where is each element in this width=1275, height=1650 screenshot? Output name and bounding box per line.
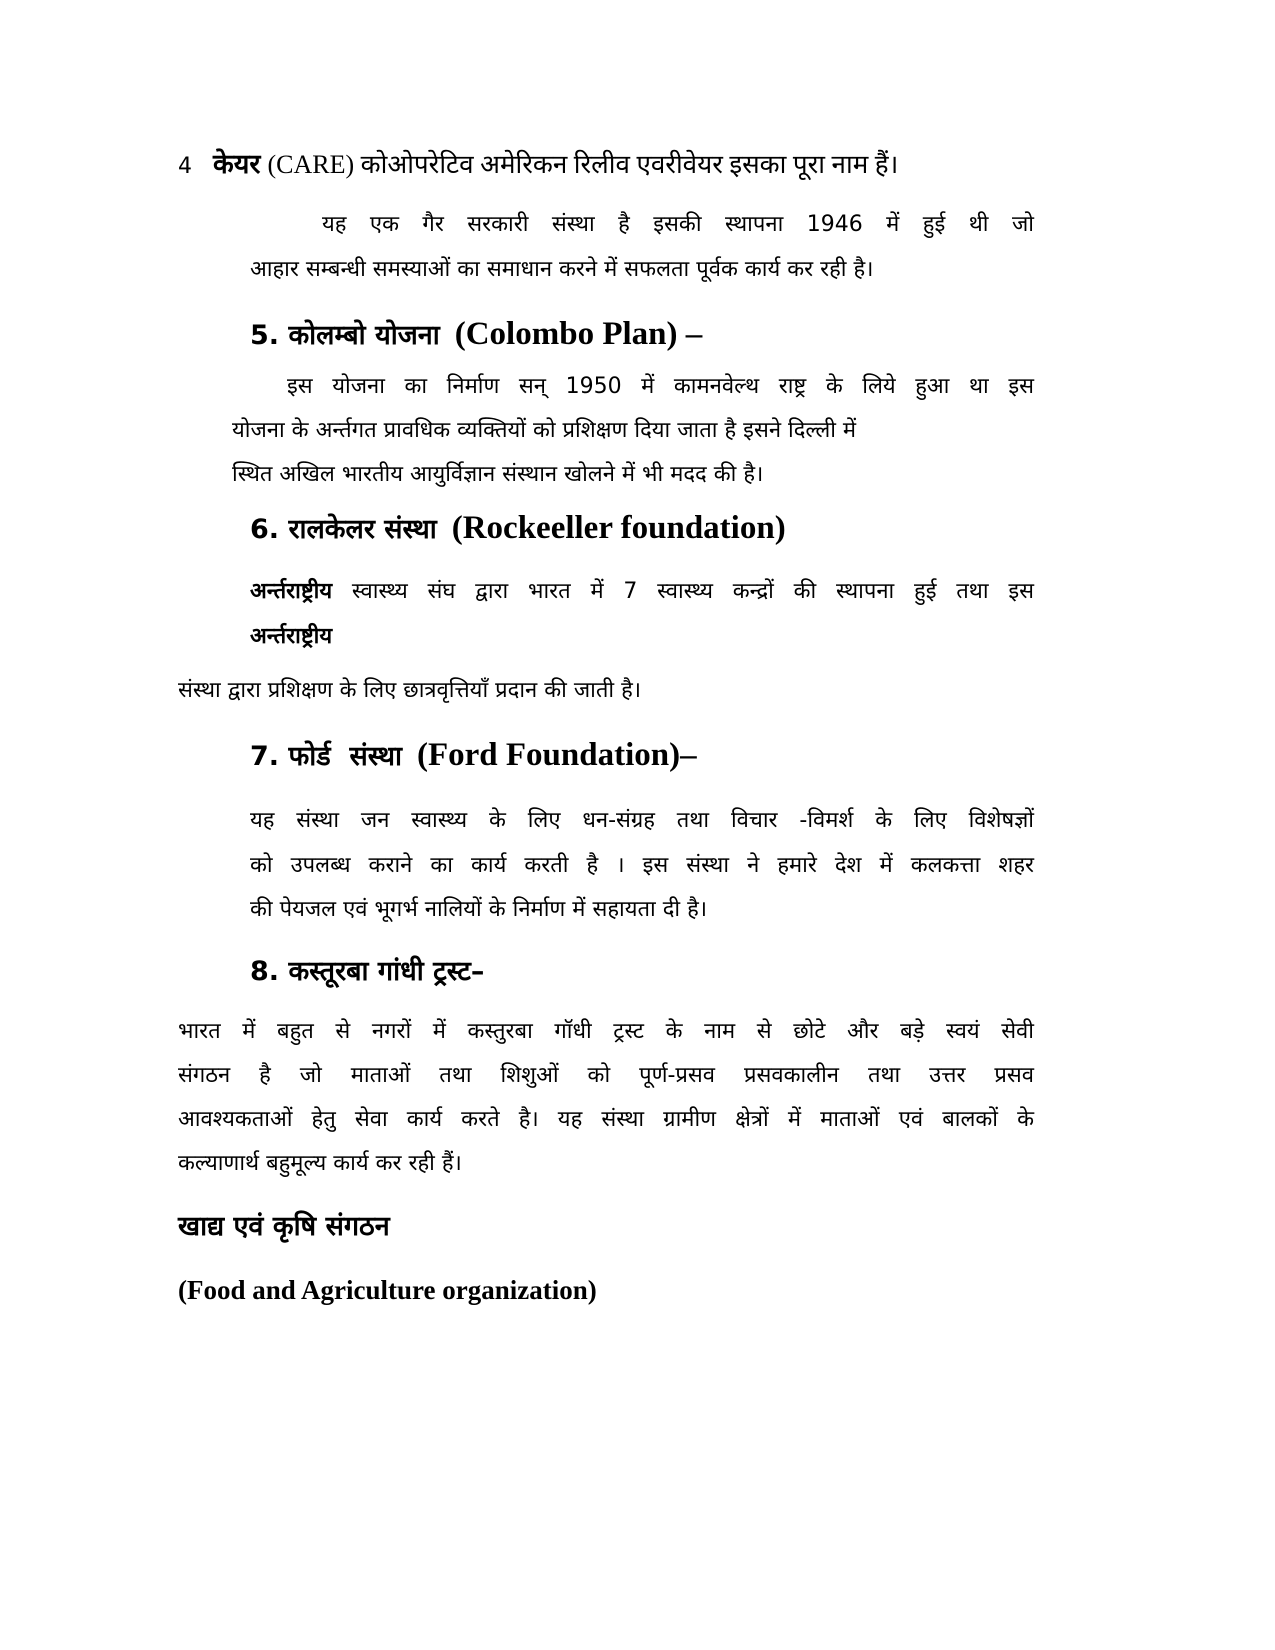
section-4-heading (178, 150, 898, 182)
section-7-para-line-2: को उपलब्ध कराने का कार्य करती है । इस संस्था ने हमारे देश में कलकत्ता शहर (250, 853, 1034, 878)
section-5-heading-english: (Colombo Plan) – (454, 316, 703, 352)
section-4-number: 4 (178, 154, 192, 179)
section-5-para-line-3: स्थित अखिल भारतीय आयुर्विज्ञान संस्थान खोलने में भी मदद की है। (232, 462, 764, 487)
section-6-para-line-1 (250, 577, 1034, 607)
section-8-para-line-4: कल्याणार्थ बहुमूल्य कार्य कर रही हैं। (178, 1151, 462, 1176)
section-7-heading-hindi: 7. फोर्ड संस्था (250, 741, 402, 772)
section-6-bold-word-2: अर्न्तराष्ट्रीय (250, 624, 333, 649)
section-6-heading-english: (Rockeeller foundation) (451, 510, 786, 546)
section-7-para-line-1: यह संस्था जन स्वास्थ्य के लिए धन-संग्रह तथा विचार -विमर्श के लिए विशेषज्ञों (250, 808, 1034, 833)
section-4-title-hindi: केयर (213, 149, 261, 180)
section-8-para-line-1: भारत में बहुत से नगरों में कस्तुरबा गॉधी ट्रस्ट के नाम से छोटे और बड़े स्वयं सेवी (178, 1019, 1034, 1044)
section-5-para-line-1: इस योजना का निर्माण सन् 1950 में कामनवेल्थ राष्ट्र के लिये हुआ था इस (287, 374, 1034, 399)
section-6-para-line-1-text: स्वास्थ्य संघ द्वारा भारत में 7 स्वास्थ्य कन्द्रों की स्थापना हुई तथा इस (351, 579, 1035, 604)
section-6-para-line-3: संस्था द्वारा प्रशिक्षण के लिए छात्रवृत्तियाँ प्रदान की जाती है। (178, 678, 642, 703)
section-5-heading (250, 314, 702, 358)
section-7-heading (250, 735, 697, 779)
section-8-para-line-2: संगठन है जो माताओं तथा शिशुओं को पूर्ण-प्रसव प्रसवकालीन तथा उत्तर प्रसव (178, 1063, 1034, 1088)
fao-heading-english: (Food and Agriculture organization) (178, 1275, 597, 1305)
section-8-heading-hindi: 8. कस्तूरबा गांधी ट्रस्ट– (250, 956, 485, 987)
section-4-para-line-2: आहार सम्बन्धी समस्याओं का समाधान करने में सफलता पूर्वक कार्य कर रही है। (250, 257, 874, 282)
fao-heading-hindi: खाद्य एवं कृषि संगठन (178, 1211, 390, 1242)
section-7-heading-english: (Ford Foundation)– (416, 737, 697, 773)
section-6-heading (250, 508, 786, 552)
section-8-heading (250, 952, 484, 994)
section-8-para-line-3: आवश्यकताओं हेतु सेवा कार्य करते है। यह संस्था ग्रामीण क्षेत्रों में माताओं एवं बालकों के (178, 1107, 1034, 1132)
section-6-bold-word-1: अर्न्तराष्ट्रीय (250, 579, 333, 604)
section-4-para-line-1: यह एक गैर सरकारी संस्था है इसकी स्थापना 1946 में हुई थी जो (322, 212, 1034, 237)
section-4-title-rest: (CARE) कोओपरेटिव अमेरिकन रिलीव एवरीवेयर इसका पूरा नाम हैं। (267, 150, 899, 179)
section-5-para-line-2: योजना के अर्न्तगत प्रावधिक व्यक्तियों को प्रशिक्षण दिया जाता है इसने दिल्ली में (232, 418, 857, 443)
section-5-heading-hindi: 5. कोलम्बो योजना (250, 320, 440, 351)
section-7-para-line-3: की पेयजल एवं भूगर्भ नालियों के निर्माण में सहायता दी है। (250, 897, 708, 922)
section-6-heading-hindi: 6. रालकेलर संस्था (250, 514, 437, 545)
